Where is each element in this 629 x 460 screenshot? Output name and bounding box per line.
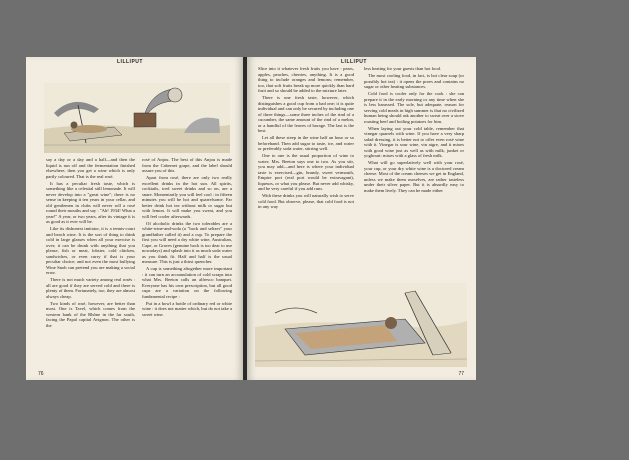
page-number-left: 76 bbox=[38, 371, 44, 377]
paragraph: say a day or a day and a half—and then the liquid is run off and the fermentation finished elsewhere, then you get a wine which is only partly coloured. That is the real rosé. bbox=[46, 157, 135, 179]
paragraph: less heating for your guests than hot food. bbox=[364, 66, 442, 71]
left-page bbox=[26, 57, 243, 380]
page-number-right: 77 bbox=[458, 371, 464, 377]
paragraph: One to one is the usual proportion of wine to water; Mrs. Beeton says one to two. As you stir, you may add—and here is where your individual taste is exercised—gin, brandy, sweet vermouth, Empire port (real port would be extravagant), liqueurs, or what you please. But never add whisky, and be very careful if you add rum. bbox=[258, 153, 354, 191]
deckchair-drawing bbox=[255, 283, 467, 367]
deckchair-illustration bbox=[255, 283, 467, 367]
right-page bbox=[247, 57, 476, 380]
paragraph: There is not much variety among real rosés : all are good if they are served cold and there is plenty of them. Fortunately, too, they are almost always cheap. bbox=[46, 277, 135, 299]
paragraph: What will go superlatively well with your rosé, your cup, or your dry white wine is a doctored cream cheese. Most of the cream cheeses we get in England, unless we make them ourselves, are rather tasteless under their silver paper. But it is absurdly easy to make them lively. They can be made either bbox=[364, 160, 464, 193]
paragraph: Like its dishonest imitator, it is a tennis-court and beach wine. It is the sort of thing to drink cold in large glasses when all your exercise is over; it can be drunk with anything that you please, fish or meat, lobster, cold chicken, sandwiches, or even curry if that is your peculiar choice; and not even the most bullying Wine Snob can pretend you are making a social error. bbox=[46, 226, 135, 275]
running-head-left: LILLIPUT bbox=[117, 59, 143, 65]
paragraph: The most cooling food, in fact, is hot clear soup (or possibly hot tea) : it opens the pores and contains no sugar or other heating substances. bbox=[364, 73, 464, 89]
left-page-column-2 bbox=[142, 157, 232, 369]
paragraph: Two kinds of rosé, however, are better than most. One is Tavel, which comes from the western bank of the Rhône in the far south, facing the Papal capital Avignon. The other is the bbox=[46, 300, 135, 328]
paragraph: When laying out your cold table, remember that vinegar quarrels with wine. If you have a very sharp salad dressing, it is better not to offer even rosé wine with it. Vinegar is sour wine, vin aigre, and it mixes with good wine just as well as with milk, junket or yoghourt: mixes with a glass of fresh milk. bbox=[364, 125, 464, 158]
paragraph: It has a peculiar fresh taste, which is something like a celestial still lemonade. It will never develop into a "great wine"; there is no sense in keeping it ten years in your cellar, and old gentlemen in clubs will never roll a rosé round their mouths and say : "Ah! 1934! What a year!" A year, or two years, after its vintage it is as good as it ever will be. bbox=[46, 180, 135, 224]
paragraph: Of alcoholic drinks the two tolerables are a white-wine-and-soda (a "hock and seltzer" your grandfather called it) and a cup. To prepare the first you will need a dry white wine, Australian, Cape, or Graves (genuine hock is too dear to use nowadays) and splash into it as much soda water as you think fit. Half and half is the usual measure. This is just a thirst quencher. bbox=[142, 220, 232, 264]
paragraph: Put in a bowl a bottle of ordinary red or white wine : it does not matter which, but do not take a sweet wine. bbox=[142, 300, 232, 317]
left-page-column-1 bbox=[46, 157, 135, 369]
paragraph: Let all these steep in the wine half an hour or so beforehand. Then add sugar to taste, ice, and water or preferably soda water, stirring well. bbox=[258, 135, 354, 151]
sunbather-illustration bbox=[44, 83, 230, 153]
paragraph: rosé of Anjou. The best of this Anjou is made from the Cabernet grape, and the label should assure you of this. bbox=[142, 157, 232, 173]
paragraph: Slice into it whatever fresh fruits you have : pears, apples, peaches, cherries, anything. It is a good thing to include oranges and lemons; remember, too, that soft fruits break up more quickly than hard fruit and so should be added to the mixture later. bbox=[258, 66, 354, 93]
paragraph: There is one fresh taste, however, which distinguishes a good cup from a bad one; it is quite individual and can only be secured by including one of three things—some three inches of the rind of a cucumber, the same amount of the rind of a melon, or a handful of the leaves of borage. The last is the best. bbox=[258, 95, 354, 133]
running-head-right: LILLIPUT bbox=[341, 59, 367, 65]
paragraph: A cup is something altogether more important : it can turn an accumulation of cold scraps into what Mrs. Beeton calls an alfresco banquet. Everyone has his own prescription, but all good cups are a variation on the following fundamental recipe : bbox=[142, 266, 232, 299]
right-page-column-1 bbox=[258, 66, 354, 278]
right-page-column-2 bbox=[364, 66, 464, 278]
paragraph: Cold food is cooler only for the cook : she can prepare it in the early morning or any time when she is less harassed. The sole, but adequate, reason for serving cold meals in high summer is that no civilized human being should ask another to sweat over a stove roasting beef and boiling potatoes for him. bbox=[364, 91, 464, 124]
paragraph: With these drinks you will naturally wish to serve cold food. But observe, please, that cold food is not in any way bbox=[258, 193, 354, 209]
paragraph: Apart from rosé, there are only two really excellent drinks in the hot sun. All spirits, cocktails, iced sweet drinks and so on, are a snare. Momentarily you will feel cool : in fifteen minutes you will be hot and quarrelsome. Far better drink hot tea without milk or sugar but with lemon. It will make you sweat, and you will feel cooler afterwards. bbox=[142, 175, 232, 219]
beach-gramophone-drawing bbox=[44, 83, 230, 153]
